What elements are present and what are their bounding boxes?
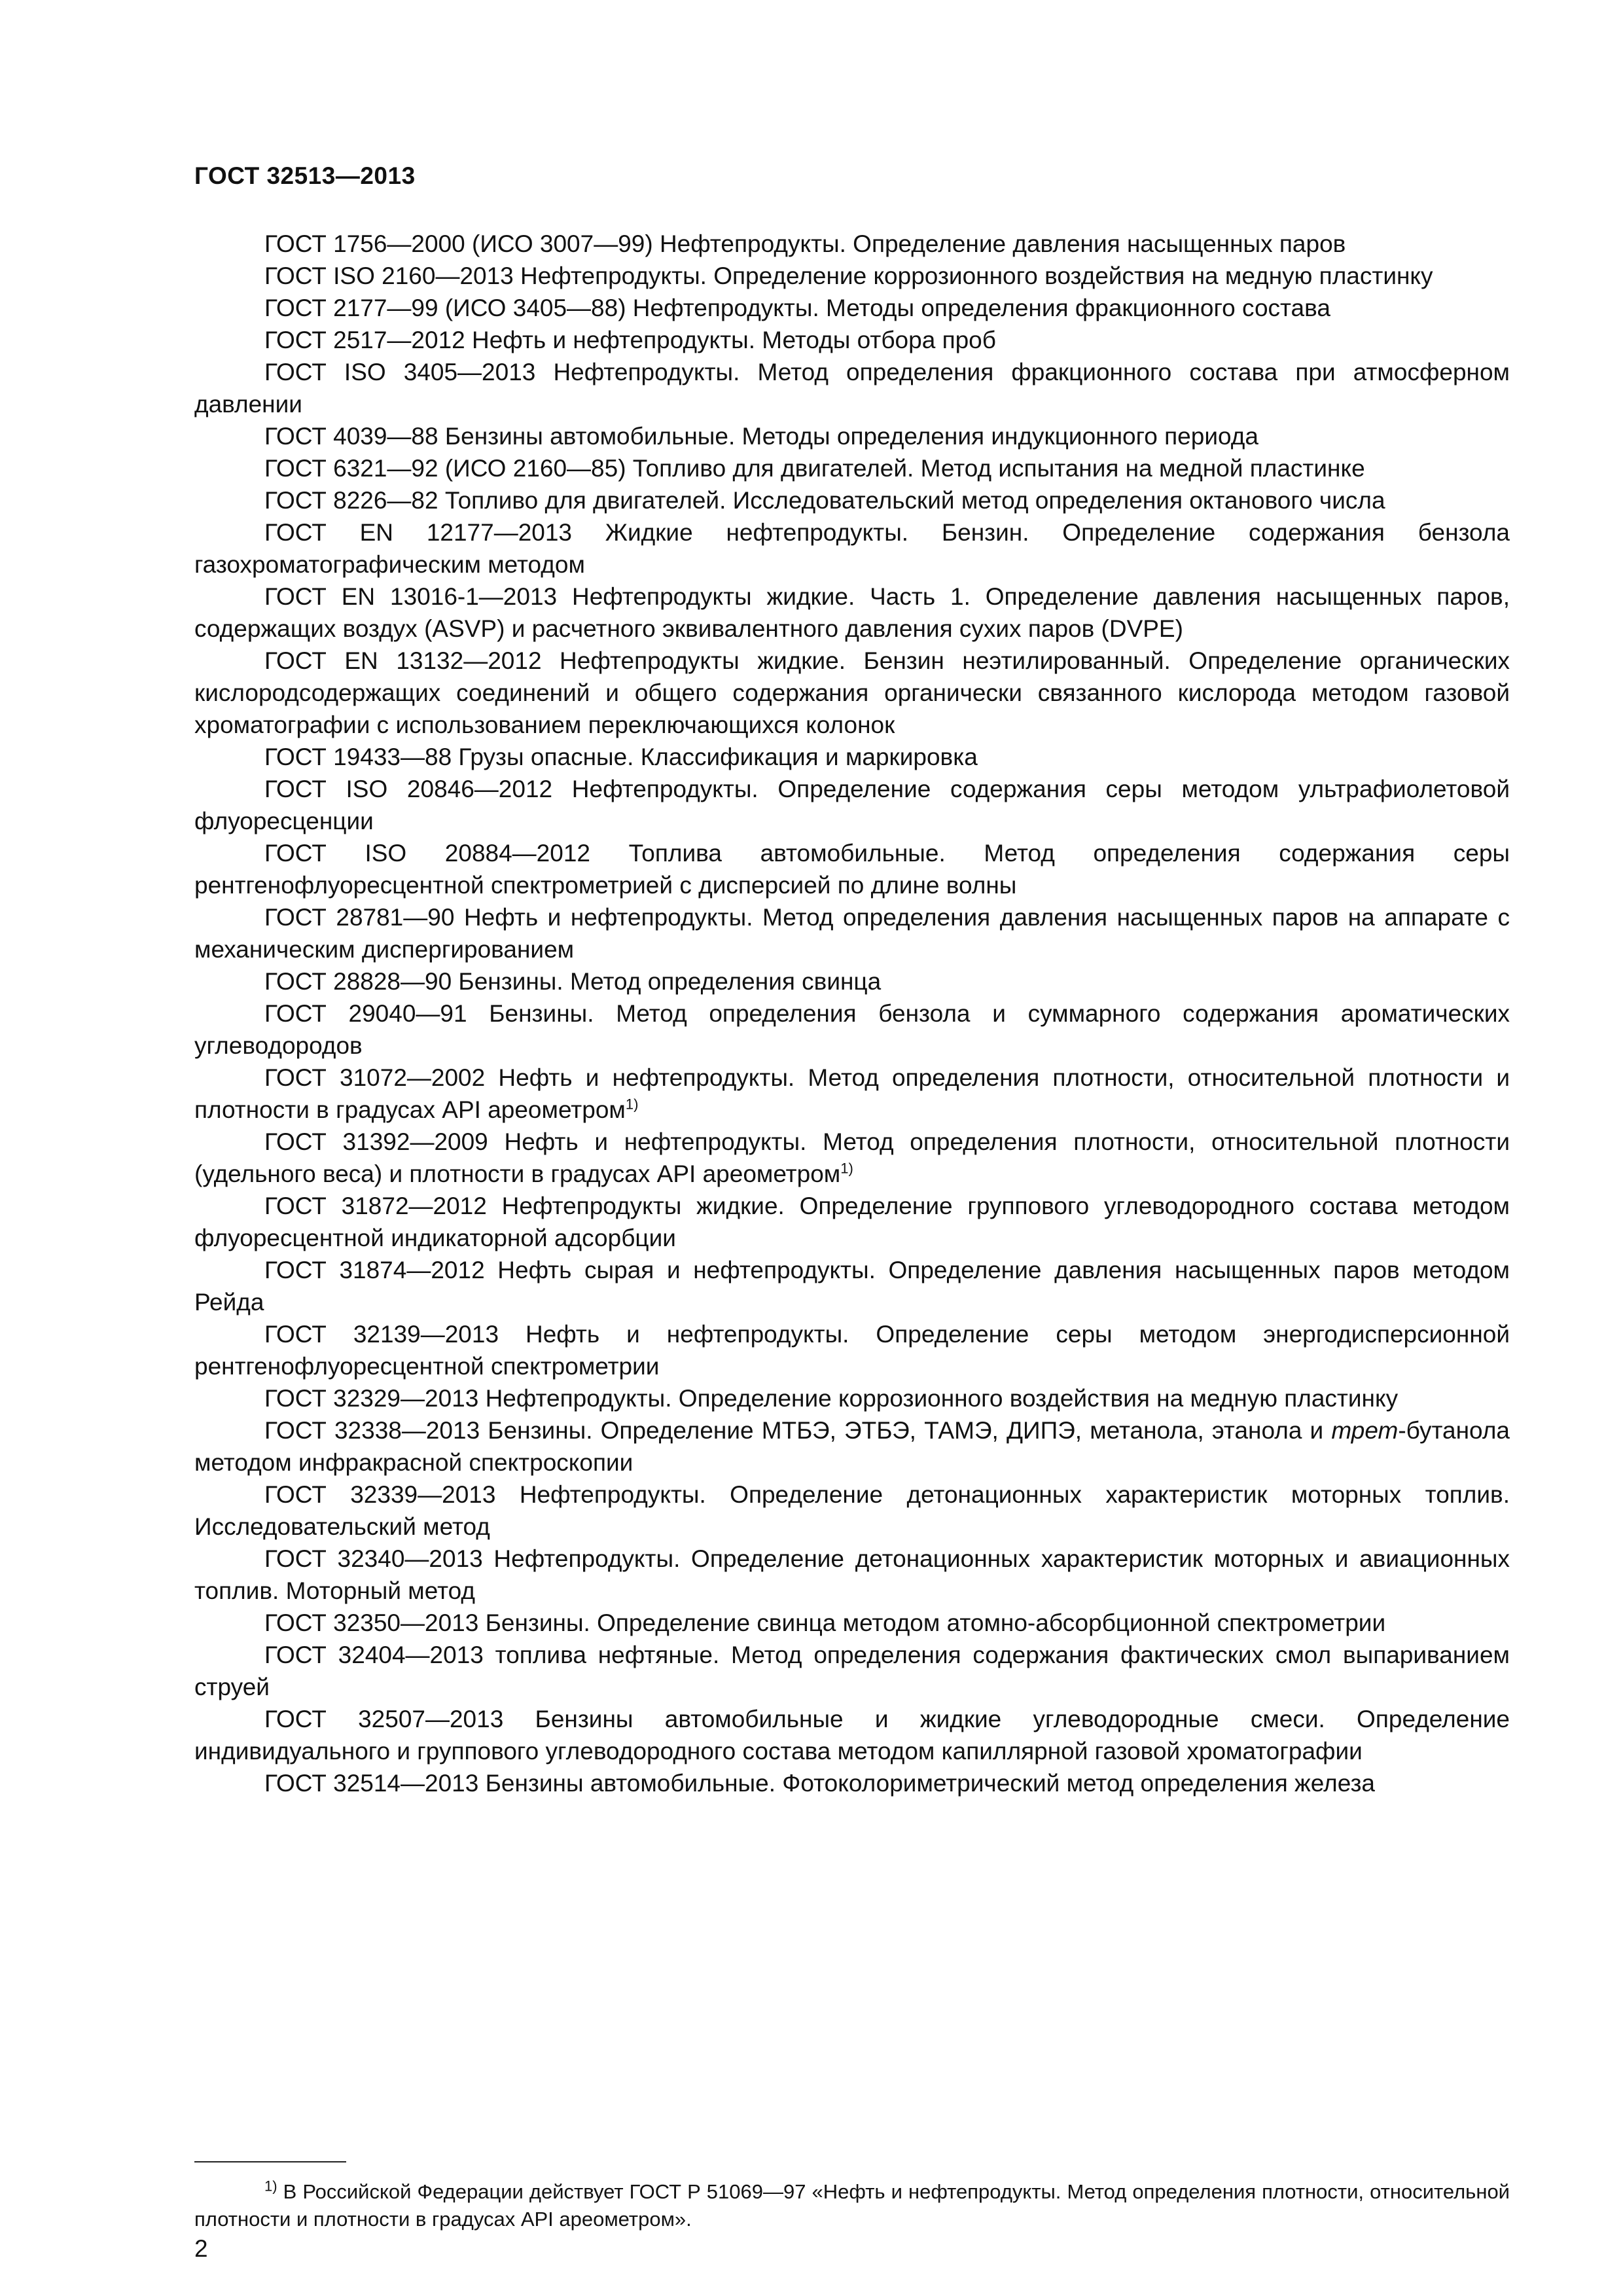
reference-text: ГОСТ 32339—2013 Нефтепродукты. Определение детонационных характеристик моторных топлив. Исследовательский метод	[194, 1481, 1510, 1540]
reference-text: ГОСТ 32338—2013 Бензины. Определение МТБЭ, ЭТБЭ, ТАМЭ, ДИПЭ, метанола, этанола и	[264, 1417, 1332, 1444]
reference-item	[194, 1767, 1510, 1799]
reference-text: ГОСТ 32350—2013 Бензины. Определение свинца методом атомно-абсорбционной спектрометрии	[264, 1609, 1386, 1636]
reference-item	[194, 901, 1510, 965]
footnote-divider	[194, 2161, 346, 2162]
reference-text: ГОСТ 32514—2013 Бензины автомобильные. Фотоколориметрический метод определения железа	[264, 1770, 1376, 1797]
reference-item	[194, 1382, 1510, 1414]
reference-item	[194, 420, 1510, 452]
reference-item	[194, 324, 1510, 356]
reference-item	[194, 1414, 1510, 1479]
footnote-mark: 1)	[264, 2178, 277, 2195]
reference-text: ГОСТ 32507—2013 Бензины автомобильные и жидкие углеводородные смеси. Определение индивидуального и группового углеводородного состава методом капиллярной газовой хроматографии	[194, 1706, 1510, 1765]
reference-item	[194, 292, 1510, 324]
reference-text: ГОСТ ISO 20846—2012 Нефтепродукты. Определение содержания серы методом ультрафиолетовой флуоресценции	[194, 776, 1510, 834]
reference-text: ГОСТ 32329—2013 Нефтепродукты. Определение коррозионного воздействия на медную пластинку	[264, 1385, 1399, 1412]
reference-text: ГОСТ 1756—2000 (ИСО 3007—99) Нефтепродукты. Определение давления насыщенных паров	[264, 230, 1346, 257]
reference-text: ГОСТ EN 13016-1—2013 Нефтепродукты жидкие. Часть 1. Определение давления насыщенных паров, содержащих воздух (ASVP) и расчетного эквивалентного давления сухих паров (DVPE)	[194, 583, 1510, 642]
reference-italic-term: трет	[1331, 1417, 1399, 1444]
reference-text: ГОСТ 31392—2009 Нефть и нефтепродукты. Метод определения плотности, относительной плотности (удельного веса) и плотности в градусах API ареометром	[194, 1128, 1510, 1187]
reference-text: ГОСТ 4039—88 Бензины автомобильные. Методы определения индукционного периода	[264, 423, 1258, 450]
reference-item	[194, 228, 1510, 260]
reference-item	[194, 1639, 1510, 1703]
reference-text: ГОСТ 28781—90 Нефть и нефтепродукты. Метод определения давления насыщенных паров на аппарате с механическим диспергированием	[194, 904, 1510, 963]
reference-item	[194, 965, 1510, 997]
document-code-header: ГОСТ 32513—2013	[194, 162, 416, 189]
reference-item	[194, 645, 1510, 741]
reference-text: ГОСТ ISO 20884—2012 Топлива автомобильные. Метод определения содержания серы рентгенофлуоресцентной спектрометрией с дисперсией по длине волны	[194, 840, 1510, 899]
reference-text: ГОСТ EN 12177—2013 Жидкие нефтепродукты. Бензин. Определение содержания бензола газохроматографическим методом	[194, 519, 1510, 578]
reference-text-tail: -бутанола методом инфракрасной спектроскопии	[194, 1417, 1510, 1476]
reference-text: ГОСТ 29040—91 Бензины. Метод определения бензола и суммарного содержания ароматических углеводородов	[194, 1000, 1510, 1059]
reference-item	[194, 1543, 1510, 1607]
footnote-text: В Российской Федерации действует ГОСТ Р 51069—97 «Нефть и нефтепродукты. Метод определения плотности, относительной плотности и плотности в градусах API ареометром».	[194, 2180, 1510, 2231]
reference-item	[194, 997, 1510, 1062]
reference-item	[194, 356, 1510, 420]
reference-text: ГОСТ 2517—2012 Нефть и нефтепродукты. Методы отбора проб	[264, 327, 996, 353]
reference-item	[194, 516, 1510, 581]
reference-text: ГОСТ ISO 3405—2013 Нефтепродукты. Метод определения фракционного состава при атмосферном давлении	[194, 359, 1510, 418]
reference-text: ГОСТ 32340—2013 Нефтепродукты. Определение детонационных характеристик моторных и авиационных топлив. Моторный метод	[194, 1545, 1510, 1604]
footnote-reference-mark: 1)	[840, 1160, 853, 1177]
footnote	[194, 2178, 1510, 2233]
reference-text: ГОСТ 32139—2013 Нефть и нефтепродукты. Определение серы методом энергодисперсионной рентгенофлуоресцентной спектрометрии	[194, 1321, 1510, 1380]
reference-text: ГОСТ 2177—99 (ИСО 3405—88) Нефтепродукты. Методы определения фракционного состава	[264, 295, 1330, 321]
reference-text: ГОСТ 31874—2012 Нефть сырая и нефтепродукты. Определение давления насыщенных паров методом Рейда	[194, 1257, 1510, 1316]
reference-item	[194, 741, 1510, 773]
reference-text: ГОСТ 8226—82 Топливо для двигателей. Исследовательский метод определения октанового числа	[264, 487, 1385, 514]
reference-text: ГОСТ 31872—2012 Нефтепродукты жидкие. Определение группового углеводородного состава методом флуоресцентной индикаторной адсорбции	[194, 1193, 1510, 1251]
normative-references-list	[194, 228, 1510, 1799]
reference-item	[194, 1318, 1510, 1382]
reference-item	[194, 484, 1510, 516]
reference-text: ГОСТ 6321—92 (ИСО 2160—85) Топливо для двигателей. Метод испытания на медной пластинке	[264, 455, 1365, 482]
reference-text: ГОСТ ISO 2160—2013 Нефтепродукты. Определение коррозионного воздействия на медную пластинку	[264, 262, 1433, 289]
reference-item	[194, 581, 1510, 645]
reference-item	[194, 1190, 1510, 1254]
reference-item	[194, 1479, 1510, 1543]
reference-text: ГОСТ EN 13132—2012 Нефтепродукты жидкие. Бензин неэтилированный. Определение органических кислородсодержащих соединений и общего содержания органически связанного кислорода методом газовой хроматографии с использованием переключающихся колонок	[194, 647, 1510, 738]
reference-item	[194, 1607, 1510, 1639]
reference-item	[194, 1254, 1510, 1318]
footnote-reference-mark: 1)	[625, 1096, 639, 1113]
reference-text: ГОСТ 32404—2013 топлива нефтяные. Метод определения содержания фактических смол выпариванием струей	[194, 1641, 1510, 1700]
reference-item	[194, 452, 1510, 484]
reference-item	[194, 837, 1510, 901]
reference-item	[194, 260, 1510, 292]
reference-item	[194, 773, 1510, 837]
page-number: 2	[194, 2235, 208, 2262]
reference-text: ГОСТ 28828—90 Бензины. Метод определения свинца	[264, 968, 882, 995]
reference-item	[194, 1703, 1510, 1767]
reference-item	[194, 1062, 1510, 1126]
reference-text: ГОСТ 19433—88 Грузы опасные. Классификация и маркировка	[264, 744, 978, 770]
reference-text: ГОСТ 31072—2002 Нефть и нефтепродукты. Метод определения плотности, относительной плотности и плотности в градусах API ареометром	[194, 1064, 1510, 1123]
reference-item	[194, 1126, 1510, 1190]
